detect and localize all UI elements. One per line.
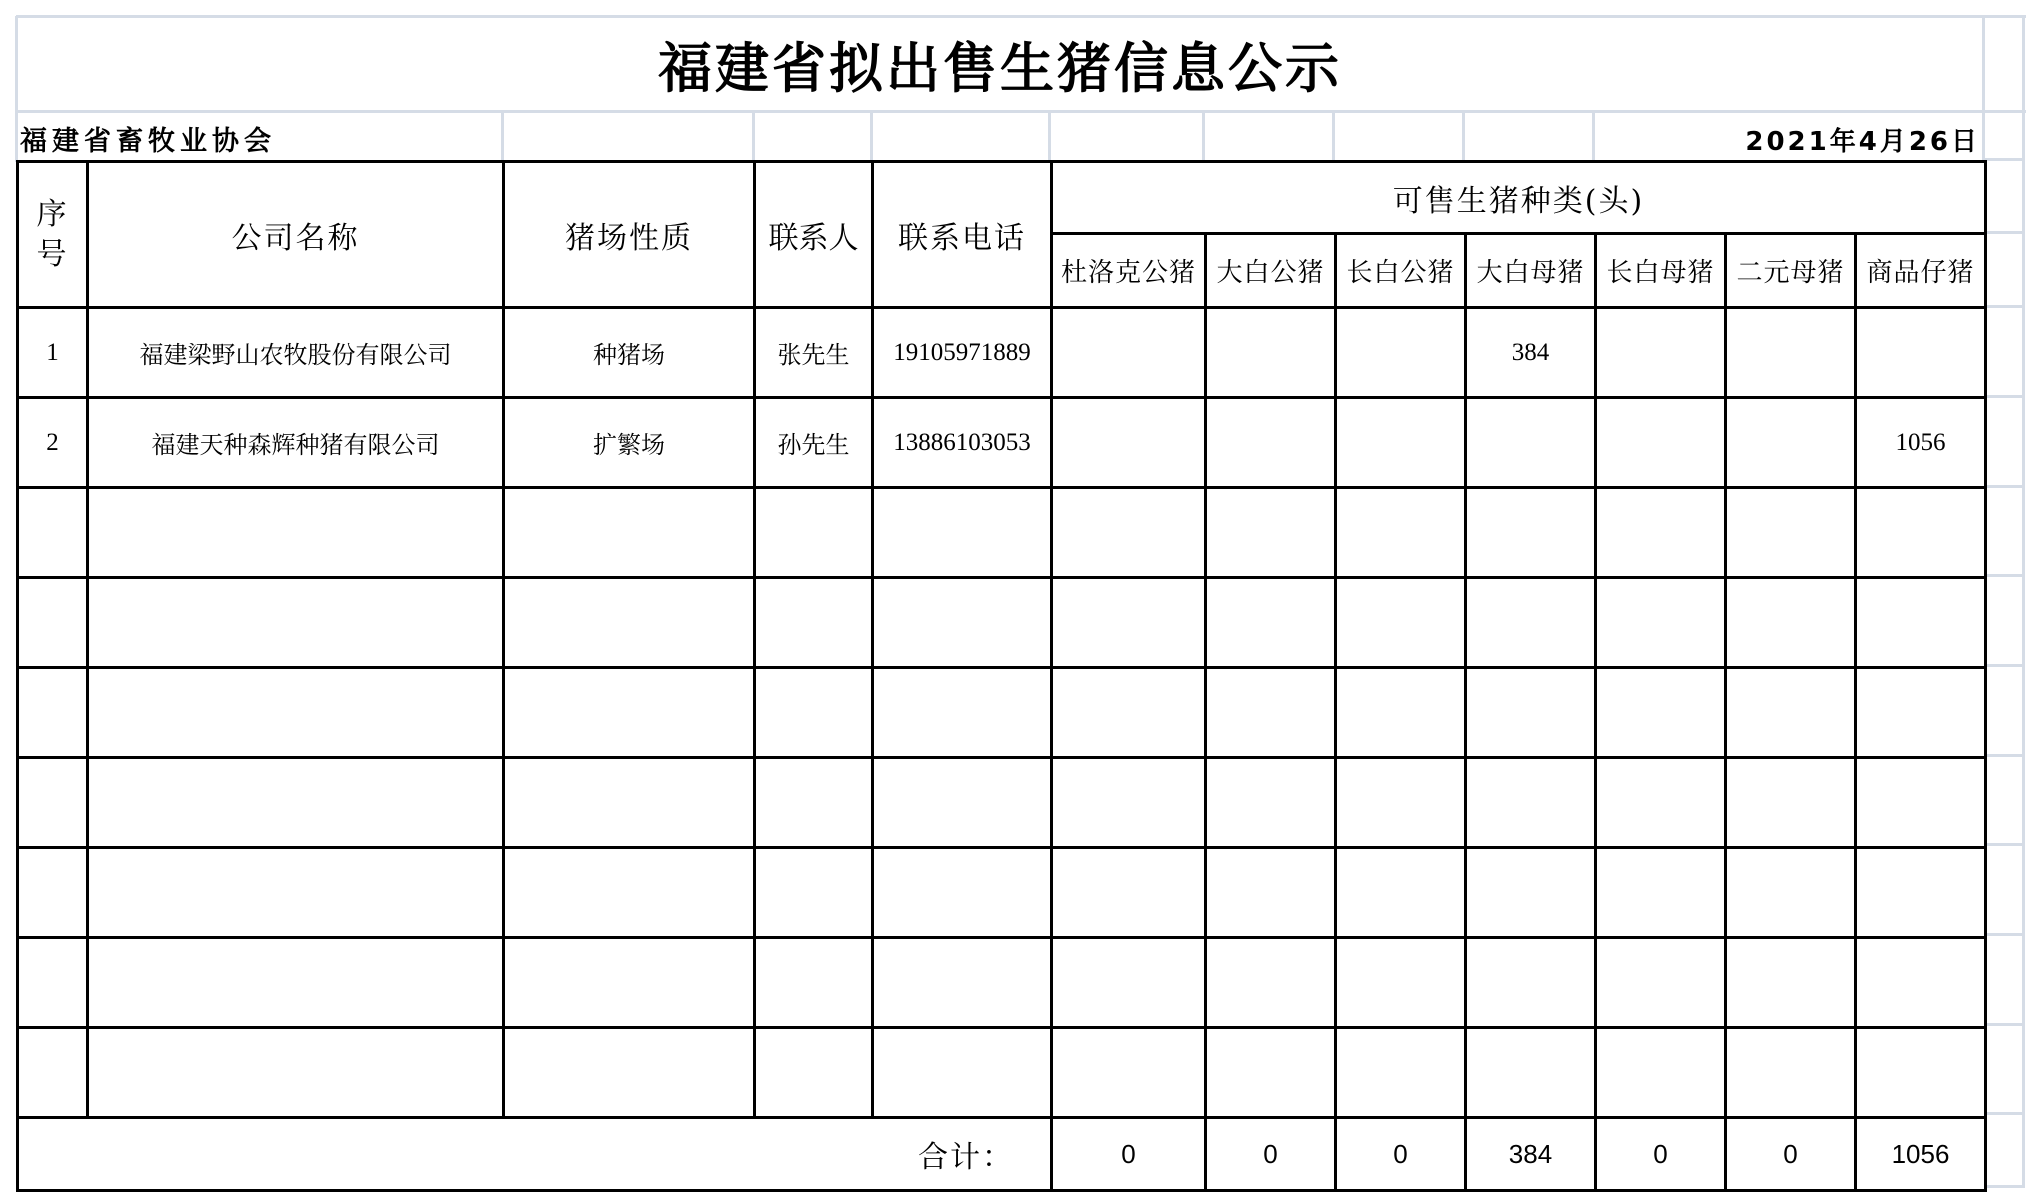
cell-count [1466, 578, 1596, 668]
cell-count [1726, 398, 1856, 488]
organization-name: 福建省畜牧业协会 [20, 126, 276, 157]
cell-farm-type [504, 1028, 755, 1118]
cell-count [1336, 758, 1466, 848]
total-value: 0 [1052, 1118, 1206, 1191]
cell-count [1206, 308, 1336, 398]
cell-farm-type: 扩繁场 [504, 398, 755, 488]
cell-farm-type [504, 848, 755, 938]
cell-contact: 张先生 [755, 308, 873, 398]
cell-count [1856, 758, 1986, 848]
cell-count [1856, 1028, 1986, 1118]
cell-count [1856, 668, 1986, 758]
cell-company [88, 488, 504, 578]
gridline [1984, 1185, 2024, 1188]
cell-company: 福建梁野山农牧股份有限公司 [88, 308, 504, 398]
table-row [18, 308, 1986, 398]
gridline [1332, 112, 1335, 160]
cell-count [1052, 668, 1206, 758]
cell-count [1596, 398, 1726, 488]
header-seq [18, 162, 88, 308]
cell-count [1206, 668, 1336, 758]
table-row [18, 758, 1986, 848]
cell-count [1856, 578, 1986, 668]
table-row [18, 938, 1986, 1028]
table-footer [18, 1118, 1986, 1191]
cell-count [1596, 938, 1726, 1028]
cell-farm-type [504, 488, 755, 578]
total-value: 0 [1596, 1118, 1726, 1191]
cell-count [1052, 848, 1206, 938]
gridline [1984, 574, 2024, 577]
cell-phone [873, 758, 1052, 848]
cell-count [1466, 488, 1596, 578]
cell-contact [755, 1028, 873, 1118]
cell-count [1466, 668, 1596, 758]
table-row [18, 488, 1986, 578]
table-body [18, 308, 1986, 1118]
cell-company [88, 848, 504, 938]
header-landrace-sow: 长白母猪 [1596, 234, 1726, 308]
cell-count [1336, 578, 1466, 668]
cell-seq [18, 848, 88, 938]
gridline [2022, 16, 2025, 1188]
cell-phone [873, 1028, 1052, 1118]
header-phone: 联系电话 [873, 162, 1052, 308]
header-large-white-sow: 大白母猪 [1466, 234, 1596, 308]
table-row [18, 1028, 1986, 1118]
cell-farm-type [504, 938, 755, 1028]
cell-count [1206, 398, 1336, 488]
cell-company [88, 938, 504, 1028]
total-value: 1056 [1856, 1118, 1986, 1191]
header-crossbred-sow: 二元母猪 [1726, 234, 1856, 308]
cell-company [88, 668, 504, 758]
cell-count [1052, 308, 1206, 398]
cell-count [1052, 488, 1206, 578]
cell-count [1336, 848, 1466, 938]
cell-contact [755, 848, 873, 938]
header-company: 公司名称 [88, 162, 504, 308]
cell-farm-type [504, 758, 755, 848]
cell-count [1466, 1028, 1596, 1118]
cell-count [1206, 488, 1336, 578]
cell-count: 1056 [1856, 398, 1986, 488]
gridline [1984, 1023, 2024, 1026]
cell-count [1726, 758, 1856, 848]
cell-seq [18, 668, 88, 758]
cell-phone [873, 938, 1052, 1028]
cell-company [88, 578, 504, 668]
gridline [752, 112, 755, 160]
cell-seq [18, 1028, 88, 1118]
cell-count [1206, 938, 1336, 1028]
cell-contact [755, 938, 873, 1028]
cell-company [88, 758, 504, 848]
total-label: 合计： [18, 1118, 1052, 1191]
cell-company [88, 1028, 504, 1118]
table-row [18, 578, 1986, 668]
cell-seq [18, 488, 88, 578]
gridline [1984, 754, 2024, 757]
cell-count [1726, 578, 1856, 668]
total-value: 384 [1466, 1118, 1596, 1191]
total-value: 0 [1336, 1118, 1466, 1191]
cell-count [1052, 938, 1206, 1028]
cell-contact [755, 488, 873, 578]
cell-phone [873, 848, 1052, 938]
cell-count [1466, 758, 1596, 848]
gridline [870, 112, 873, 160]
cell-seq [18, 758, 88, 848]
cell-count [1726, 488, 1856, 578]
gridline [1984, 158, 2024, 161]
cell-contact: 孙先生 [755, 398, 873, 488]
cell-count [1052, 398, 1206, 488]
cell-count [1726, 1028, 1856, 1118]
cell-count [1596, 578, 1726, 668]
cell-count [1206, 848, 1336, 938]
header-seq-label: 序号 [36, 196, 69, 272]
cell-count [1596, 1028, 1726, 1118]
cell-count [1726, 668, 1856, 758]
cell-phone: 19105971889 [873, 308, 1052, 398]
cell-contact [755, 668, 873, 758]
cell-count [1336, 308, 1466, 398]
cell-count [1336, 398, 1466, 488]
cell-count [1726, 938, 1856, 1028]
gridline [1984, 305, 2024, 308]
total-value: 0 [1726, 1118, 1856, 1191]
header-landrace-boar: 长白公猪 [1336, 234, 1466, 308]
table-row [18, 398, 1986, 488]
cell-count [1596, 668, 1726, 758]
table-row [18, 668, 1986, 758]
total-value: 0 [1206, 1118, 1336, 1191]
cell-count [1856, 848, 1986, 938]
header-farm-type: 猪场性质 [504, 162, 755, 308]
header-commercial-piglet: 商品仔猪 [1856, 234, 1986, 308]
publish-date: 2021年4月26日 [1745, 127, 1980, 157]
cell-count [1466, 848, 1596, 938]
cell-count [1596, 488, 1726, 578]
cell-phone: 13886103053 [873, 398, 1052, 488]
gridline [1984, 231, 2024, 234]
gridline [1984, 485, 2024, 488]
cell-count [1466, 938, 1596, 1028]
cell-count [1206, 758, 1336, 848]
cell-count [1466, 398, 1596, 488]
cell-contact [755, 758, 873, 848]
gridline [1202, 112, 1205, 160]
cell-company: 福建天种森辉种猪有限公司 [88, 398, 504, 488]
header-contact: 联系人 [755, 162, 873, 308]
table-row [18, 848, 1986, 938]
gridline [1982, 112, 1985, 160]
gridline [1984, 933, 2024, 936]
cell-phone [873, 488, 1052, 578]
cell-seq [18, 578, 88, 668]
gridline [501, 112, 504, 160]
cell-count [1052, 578, 1206, 668]
cell-count [1052, 1028, 1206, 1118]
cell-farm-type: 种猪场 [504, 308, 755, 398]
gridline [1048, 112, 1051, 160]
header-breed-group: 可售生猪种类(头) [1052, 162, 1986, 234]
cell-contact [755, 578, 873, 668]
gridline [1984, 664, 2024, 667]
cell-seq: 1 [18, 308, 88, 398]
cell-count [1856, 308, 1986, 398]
table-header [18, 162, 1986, 308]
cell-count [1206, 1028, 1336, 1118]
cell-count [1856, 488, 1986, 578]
gridline [1462, 112, 1465, 160]
cell-count [1336, 668, 1466, 758]
cell-count [1596, 848, 1726, 938]
header-duroc-boar: 杜洛克公猪 [1052, 234, 1206, 308]
cell-count [1206, 578, 1336, 668]
cell-phone [873, 668, 1052, 758]
cell-count [1336, 938, 1466, 1028]
cell-farm-type [504, 668, 755, 758]
gridline [1984, 843, 2024, 846]
cell-seq: 2 [18, 398, 88, 488]
cell-count [1052, 758, 1206, 848]
cell-count [1856, 938, 1986, 1028]
header-large-white-boar: 大白公猪 [1206, 234, 1336, 308]
cell-count [1336, 488, 1466, 578]
cell-farm-type [504, 578, 755, 668]
total-row [18, 1118, 1986, 1191]
page-title: 福建省拟出售生猪信息公示 [658, 36, 1342, 100]
cell-count [1726, 848, 1856, 938]
cell-phone [873, 578, 1052, 668]
cell-seq [18, 938, 88, 1028]
cell-count [1596, 758, 1726, 848]
pig-sale-table [16, 160, 1987, 1192]
gridline [1984, 1112, 2024, 1115]
gridline [1984, 395, 2024, 398]
cell-count [1726, 308, 1856, 398]
cell-count [1336, 1028, 1466, 1118]
cell-count [1596, 308, 1726, 398]
cell-count: 384 [1466, 308, 1596, 398]
